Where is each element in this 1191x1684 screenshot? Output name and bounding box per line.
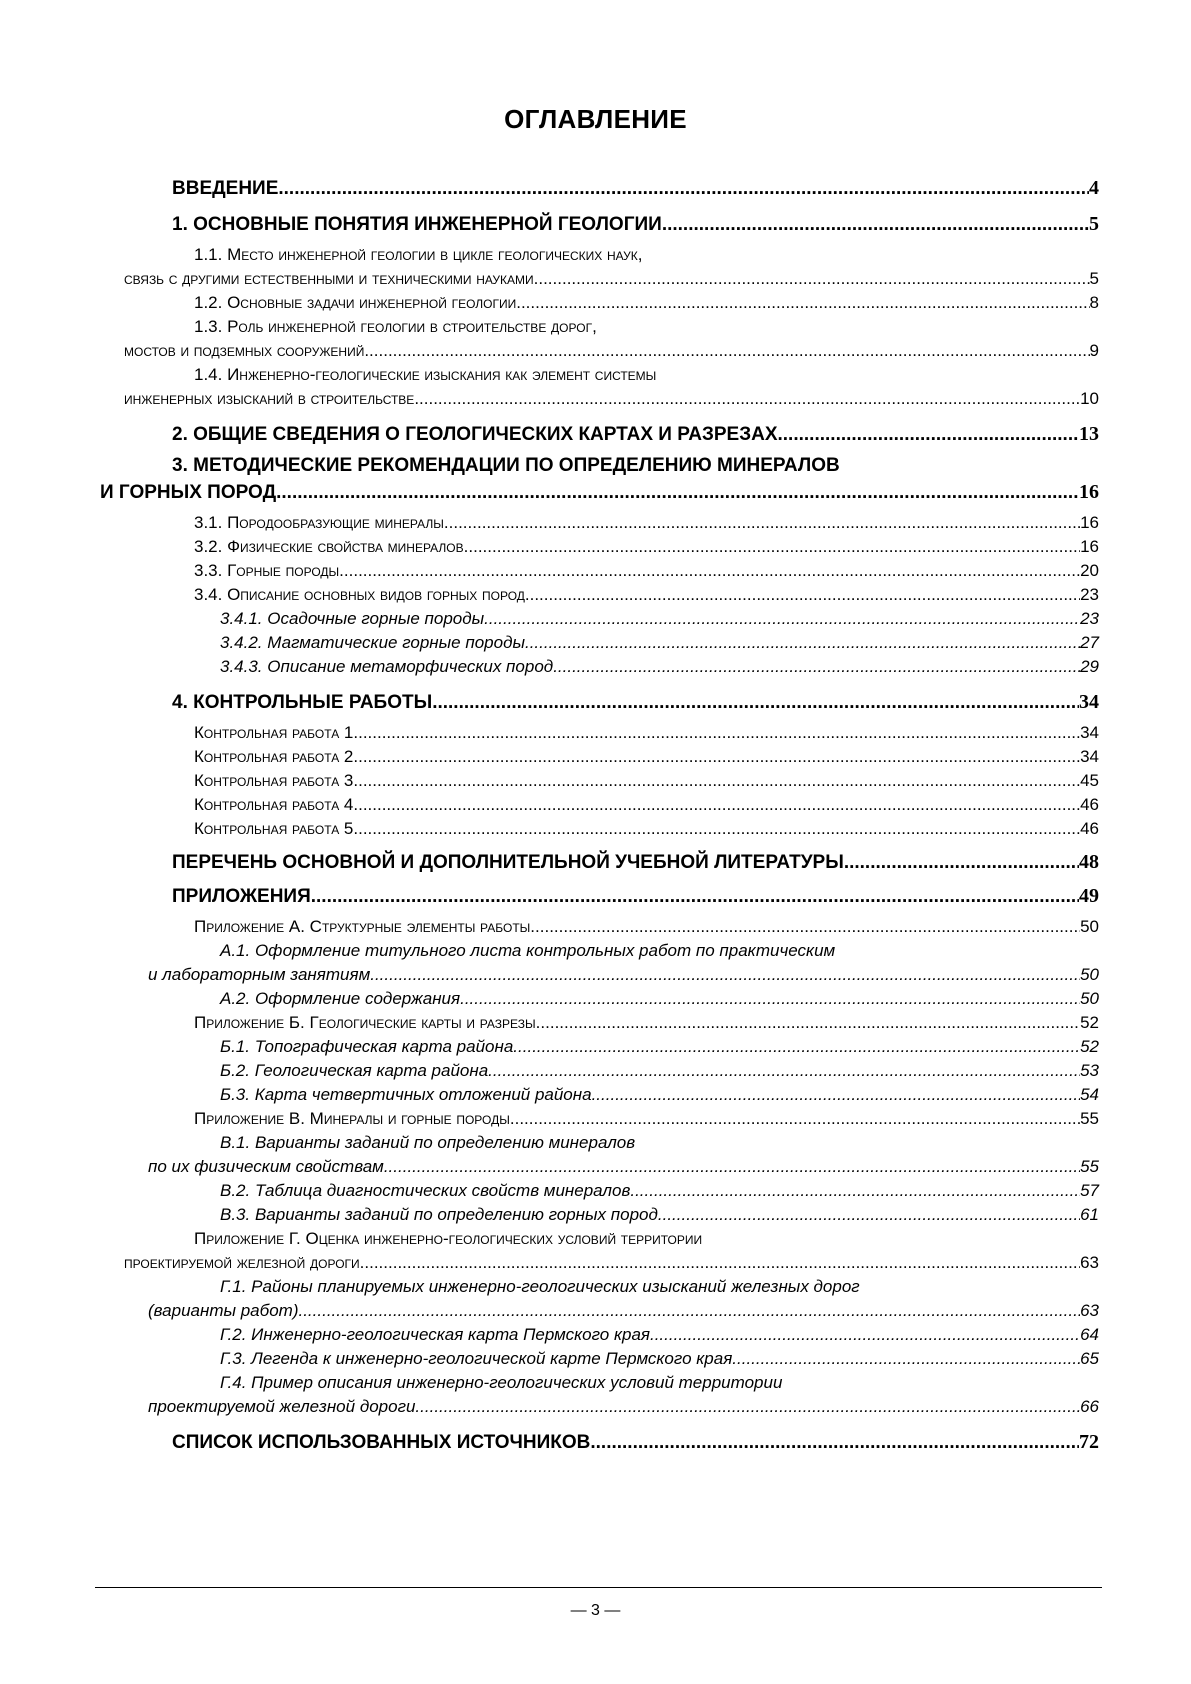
- toc-entry-page: 4: [1089, 177, 1099, 199]
- toc-entry-page: 65: [1080, 1349, 1099, 1368]
- toc-entry-title: инженерных изысканий в строительстве: [124, 389, 415, 408]
- toc-entry-page: 54: [1080, 1085, 1099, 1104]
- toc-entry-page: 46: [1080, 819, 1099, 838]
- toc-entry-title: Контрольная работа 4: [194, 795, 354, 814]
- toc-entry-title: В.2. Таблица диагностических свойств минералов: [220, 1181, 631, 1200]
- toc-entry-title: 1. ОСНОВНЫЕ ПОНЯТИЯ ИНЖЕНЕРНОЙ ГЕОЛОГИИ: [172, 214, 662, 235]
- toc-leader-dots: [590, 1433, 1079, 1452]
- toc-entry-v-3[interactable]: [220, 1206, 1099, 1223]
- toc-entry-title: Приложение В. Минералы и горные породы: [194, 1109, 510, 1128]
- toc-entry-appendices[interactable]: [172, 886, 1099, 906]
- toc-entry-title: СПИСОК ИСПОЛЬЗОВАННЫХ ИСТОЧНИКОВ: [172, 1432, 591, 1453]
- toc-entry-title: 3.4. Описание основных видов горных пород: [194, 585, 525, 604]
- toc-leader-dots: [592, 1086, 1081, 1103]
- toc-entry-chapter-3[interactable]: [100, 482, 1099, 502]
- page-number: — 3 —: [570, 1602, 621, 1619]
- toc-entry-page: 34: [1079, 691, 1099, 713]
- toc-entry-title: И ГОРНЫХ ПОРОД: [100, 482, 277, 503]
- toc-leader-dots: [650, 1326, 1080, 1343]
- toc-entry-title-line1: 1.4. Инженерно-геологические изыскания как элемент системы: [194, 365, 657, 384]
- toc-entry-title: А.2. Оформление содержания: [220, 989, 461, 1008]
- toc-entry-kr-4[interactable]: [194, 796, 1099, 813]
- toc-entry-3-4[interactable]: [194, 586, 1099, 603]
- toc-entry-kr-5[interactable]: [194, 820, 1099, 837]
- toc-leader-dots: [339, 562, 1080, 579]
- toc-entry-3-1[interactable]: [194, 514, 1099, 531]
- toc-entry-page: 64: [1080, 1325, 1099, 1344]
- toc-entry-b-1[interactable]: [220, 1038, 1099, 1055]
- toc-entry-title: ВВЕДЕНИЕ: [172, 178, 279, 199]
- toc-entry-title: 2. ОБЩИЕ СВЕДЕНИЯ О ГЕОЛОГИЧЕСКИХ КАРТАХ И РАЗРЕЗАХ: [172, 424, 778, 445]
- toc-entry-title: Приложение Б. Геологические карты и разрезы: [194, 1013, 536, 1032]
- toc-entry-g-4[interactable]: [148, 1398, 1099, 1415]
- toc-leader-dots: [276, 483, 1079, 502]
- toc-entry-page: 5: [1089, 213, 1099, 235]
- toc-leader-dots: [534, 270, 1090, 287]
- toc-entry-page: 13: [1079, 423, 1099, 445]
- toc-entry-b-3[interactable]: [220, 1086, 1099, 1103]
- toc-entry-title: 3.4.2. Магматические горные породы: [220, 633, 525, 652]
- toc-leader-dots: [353, 724, 1080, 741]
- toc-leader-dots: [513, 1038, 1080, 1055]
- toc-leader-dots: [630, 1182, 1080, 1199]
- toc-entry-literature[interactable]: [172, 852, 1099, 872]
- toc-leader-dots: [278, 179, 1089, 198]
- toc-leader-dots: [844, 853, 1079, 872]
- toc-leader-dots: [553, 658, 1080, 675]
- toc-entry-title-line1: В.1. Варианты заданий по определению минералов: [220, 1133, 636, 1152]
- toc-entry-title: мостов и подземных сооружений: [124, 341, 365, 360]
- footer-divider: [95, 1587, 1102, 1588]
- toc-entry-3-4-1[interactable]: [220, 610, 1099, 627]
- toc-entry-3-4-3[interactable]: [220, 658, 1099, 675]
- toc-leader-dots: [414, 390, 1080, 407]
- toc-entry-title: 3.3. Горные породы: [194, 561, 340, 580]
- toc-leader-dots: [353, 820, 1080, 837]
- toc-entry-g-1[interactable]: [148, 1302, 1099, 1319]
- toc-entry-page: 27: [1080, 633, 1099, 652]
- toc-entry-title: 3.2. Физические свойства минералов: [194, 537, 464, 556]
- toc-entry-page: 50: [1080, 965, 1099, 984]
- toc-leader-dots: [525, 586, 1080, 603]
- toc-entry-title: проектируемой железной дороги: [148, 1397, 416, 1416]
- toc-entry-1-1[interactable]: [124, 270, 1099, 287]
- toc-entry-page: 23: [1080, 609, 1099, 628]
- toc-entry-title: проектируемой железной дороги: [124, 1253, 360, 1272]
- toc-entry-appendix-g[interactable]: [124, 1254, 1099, 1271]
- toc-entry-title: ПРИЛОЖЕНИЯ: [172, 886, 311, 907]
- toc-entry-page: 66: [1080, 1397, 1099, 1416]
- toc-entry-title-line1: А.1. Оформление титульного листа контрольных работ по практическим: [220, 941, 836, 960]
- toc-entry-title: В.3. Варианты заданий по определению горных пород: [220, 1205, 658, 1224]
- toc-leader-dots: [464, 538, 1080, 555]
- toc-entry-g-3[interactable]: [220, 1350, 1099, 1367]
- toc-leader-dots: [353, 796, 1080, 813]
- toc-entry-page: 23: [1080, 585, 1099, 604]
- toc-leader-dots: [530, 918, 1080, 935]
- toc-entry-g-2[interactable]: [220, 1326, 1099, 1343]
- toc-entry-title: Г.3. Легенда к инженерно-геологической карте Пермского края: [220, 1349, 733, 1368]
- toc-entry-page: 52: [1080, 1037, 1099, 1056]
- toc-entry-appendix-v[interactable]: [194, 1110, 1099, 1127]
- toc-leader-dots: [536, 1014, 1080, 1031]
- toc-entry-title: Контрольная работа 2: [194, 747, 354, 766]
- toc-entry-page: 48: [1079, 851, 1099, 873]
- toc-entry-page: 46: [1080, 795, 1099, 814]
- toc-entry-title-line1: 1.1. Место инженерной геологии в цикле геологических наук,: [194, 245, 643, 264]
- toc-leader-dots: [658, 1206, 1080, 1223]
- toc-entry-page: 34: [1080, 747, 1099, 766]
- toc-entry-chapter-1[interactable]: [172, 214, 1099, 234]
- toc-entry-page: 16: [1080, 537, 1099, 556]
- toc-entry-page: 16: [1080, 513, 1099, 532]
- toc-leader-dots: [510, 1110, 1080, 1127]
- toc-leader-dots: [525, 634, 1080, 651]
- toc-leader-dots: [364, 342, 1089, 359]
- toc-entry-page: 8: [1089, 293, 1099, 312]
- toc-entry-page: 57: [1080, 1181, 1099, 1200]
- toc-entry-page: 55: [1080, 1109, 1099, 1128]
- toc-entry-title: ПЕРЕЧЕНЬ ОСНОВНОЙ И ДОПОЛНИТЕЛЬНОЙ УЧЕБНОЙ ЛИТЕРАТУРЫ: [172, 852, 844, 873]
- toc-entry-kr-2[interactable]: [194, 748, 1099, 765]
- toc-entry-title: связь с другими естественными и техническими науками: [124, 269, 534, 288]
- toc-leader-dots: [732, 1350, 1080, 1367]
- toc-entry-title: Б.2. Геологическая карта района: [220, 1061, 489, 1080]
- toc-entry-title: Б.3. Карта четвертичных отложений района: [220, 1085, 592, 1104]
- toc-entry-page: 16: [1079, 481, 1099, 503]
- toc-entry-v-2[interactable]: [220, 1182, 1099, 1199]
- toc-entry-3-2[interactable]: [194, 538, 1099, 555]
- toc-entry-page: 55: [1080, 1157, 1099, 1176]
- toc-entry-title: 4. КОНТРОЛЬНЫЕ РАБОТЫ: [172, 692, 433, 713]
- toc-entry-page: 10: [1080, 389, 1099, 408]
- toc-entry-1-4[interactable]: [124, 390, 1099, 407]
- toc-entry-kr-3[interactable]: [194, 772, 1099, 789]
- toc-entry-title: Г.2. Инженерно-геологическая карта Пермского края: [220, 1325, 650, 1344]
- toc-entry-page: 61: [1080, 1205, 1099, 1224]
- toc-entry-title: 3.4.1. Осадочные горные породы: [220, 609, 485, 628]
- toc-leader-dots: [778, 425, 1080, 444]
- toc-entry-appendix-a[interactable]: [194, 918, 1099, 935]
- toc-entry-intro[interactable]: [172, 178, 1099, 198]
- toc-entry-page: 50: [1080, 989, 1099, 1008]
- toc-entry-title: 3.1. Породообразующие минералы: [194, 513, 444, 532]
- toc-entry-title: Контрольная работа 1: [194, 723, 354, 742]
- page-title: ОГЛАВЛЕНИЕ: [504, 104, 687, 134]
- toc-leader-dots: [488, 1062, 1080, 1079]
- toc-leader-dots: [432, 693, 1079, 712]
- toc-entry-page: 63: [1080, 1301, 1099, 1320]
- toc-leader-dots: [415, 1398, 1080, 1415]
- toc-entry-a-1[interactable]: [148, 966, 1099, 983]
- toc-leader-dots: [444, 514, 1080, 531]
- toc-entry-page: 63: [1080, 1253, 1099, 1272]
- toc-entry-v-1[interactable]: [148, 1158, 1099, 1175]
- toc-entry-page: 5: [1089, 269, 1099, 288]
- toc-entry-kr-1[interactable]: [194, 724, 1099, 741]
- toc-entry-sources[interactable]: [172, 1432, 1099, 1452]
- toc-leader-dots: [311, 887, 1079, 906]
- toc-entry-chapter-2[interactable]: [172, 424, 1099, 444]
- toc-entry-3-4-2[interactable]: [220, 634, 1099, 651]
- toc-entry-3-3[interactable]: [194, 562, 1099, 579]
- toc-entry-1-3[interactable]: [124, 342, 1099, 359]
- toc-entry-title-line1: 1.3. Роль инженерной геологии в строительстве дорог,: [194, 317, 597, 336]
- toc-entry-page: 49: [1079, 885, 1099, 907]
- toc-entry-page: 45: [1080, 771, 1099, 790]
- toc-entry-page: 72: [1079, 1431, 1099, 1453]
- toc-entry-b-2[interactable]: [220, 1062, 1099, 1079]
- toc-entry-1-2[interactable]: [194, 294, 1099, 311]
- toc-entry-page: 50: [1080, 917, 1099, 936]
- toc-entry-title: Контрольная работа 3: [194, 771, 354, 790]
- toc-entry-title-line1: Приложение Г. Оценка инженерно-геологических условий территории: [194, 1229, 703, 1248]
- toc-entry-title-line1: Г.4. Пример описания инженерно-геологических условий территории: [220, 1373, 783, 1392]
- toc-entry-title: и лабораторным занятиям: [148, 965, 371, 984]
- toc-leader-dots: [370, 966, 1080, 983]
- toc-entry-title: Контрольная работа 5: [194, 819, 354, 838]
- toc-leader-dots: [460, 990, 1080, 1007]
- toc-leader-dots: [298, 1302, 1080, 1319]
- toc-entry-a-2[interactable]: [220, 990, 1099, 1007]
- toc-leader-dots: [662, 215, 1089, 234]
- toc-entry-page: 53: [1080, 1061, 1099, 1080]
- toc-entry-title: (варианты работ): [148, 1301, 299, 1320]
- toc-entry-title: 1.2. Основные задачи инженерной геологии: [194, 293, 517, 312]
- toc-leader-dots: [353, 748, 1080, 765]
- toc-entry-appendix-b[interactable]: [194, 1014, 1099, 1031]
- toc-entry-title: Приложение А. Структурные элементы работы: [194, 917, 531, 936]
- toc-leader-dots: [484, 610, 1080, 627]
- toc-entry-page: 52: [1080, 1013, 1099, 1032]
- toc-entry-title: по их физическим свойствам: [148, 1157, 384, 1176]
- toc-entry-page: 34: [1080, 723, 1099, 742]
- toc-entry-chapter-4[interactable]: [172, 692, 1099, 712]
- toc-leader-dots: [384, 1158, 1080, 1175]
- toc-entry-page: 20: [1080, 561, 1099, 580]
- toc-entry-title: 3.4.3. Описание метаморфических пород: [220, 657, 554, 676]
- toc-leader-dots: [360, 1254, 1080, 1271]
- toc-entry-title-line1: 3. МЕТОДИЧЕСКИЕ РЕКОМЕНДАЦИИ ПО ОПРЕДЕЛЕНИЮ МИНЕРАЛОВ: [172, 455, 840, 476]
- toc-entry-title-line1: Г.1. Районы планируемых инженерно-геологических изысканий железных дорог: [220, 1277, 860, 1296]
- toc-leader-dots: [516, 294, 1089, 311]
- toc-leader-dots: [353, 772, 1080, 789]
- toc-entry-title: Б.1. Топографическая карта района: [220, 1037, 514, 1056]
- toc-entry-page: 9: [1089, 341, 1099, 360]
- toc-entry-page: 29: [1080, 657, 1099, 676]
